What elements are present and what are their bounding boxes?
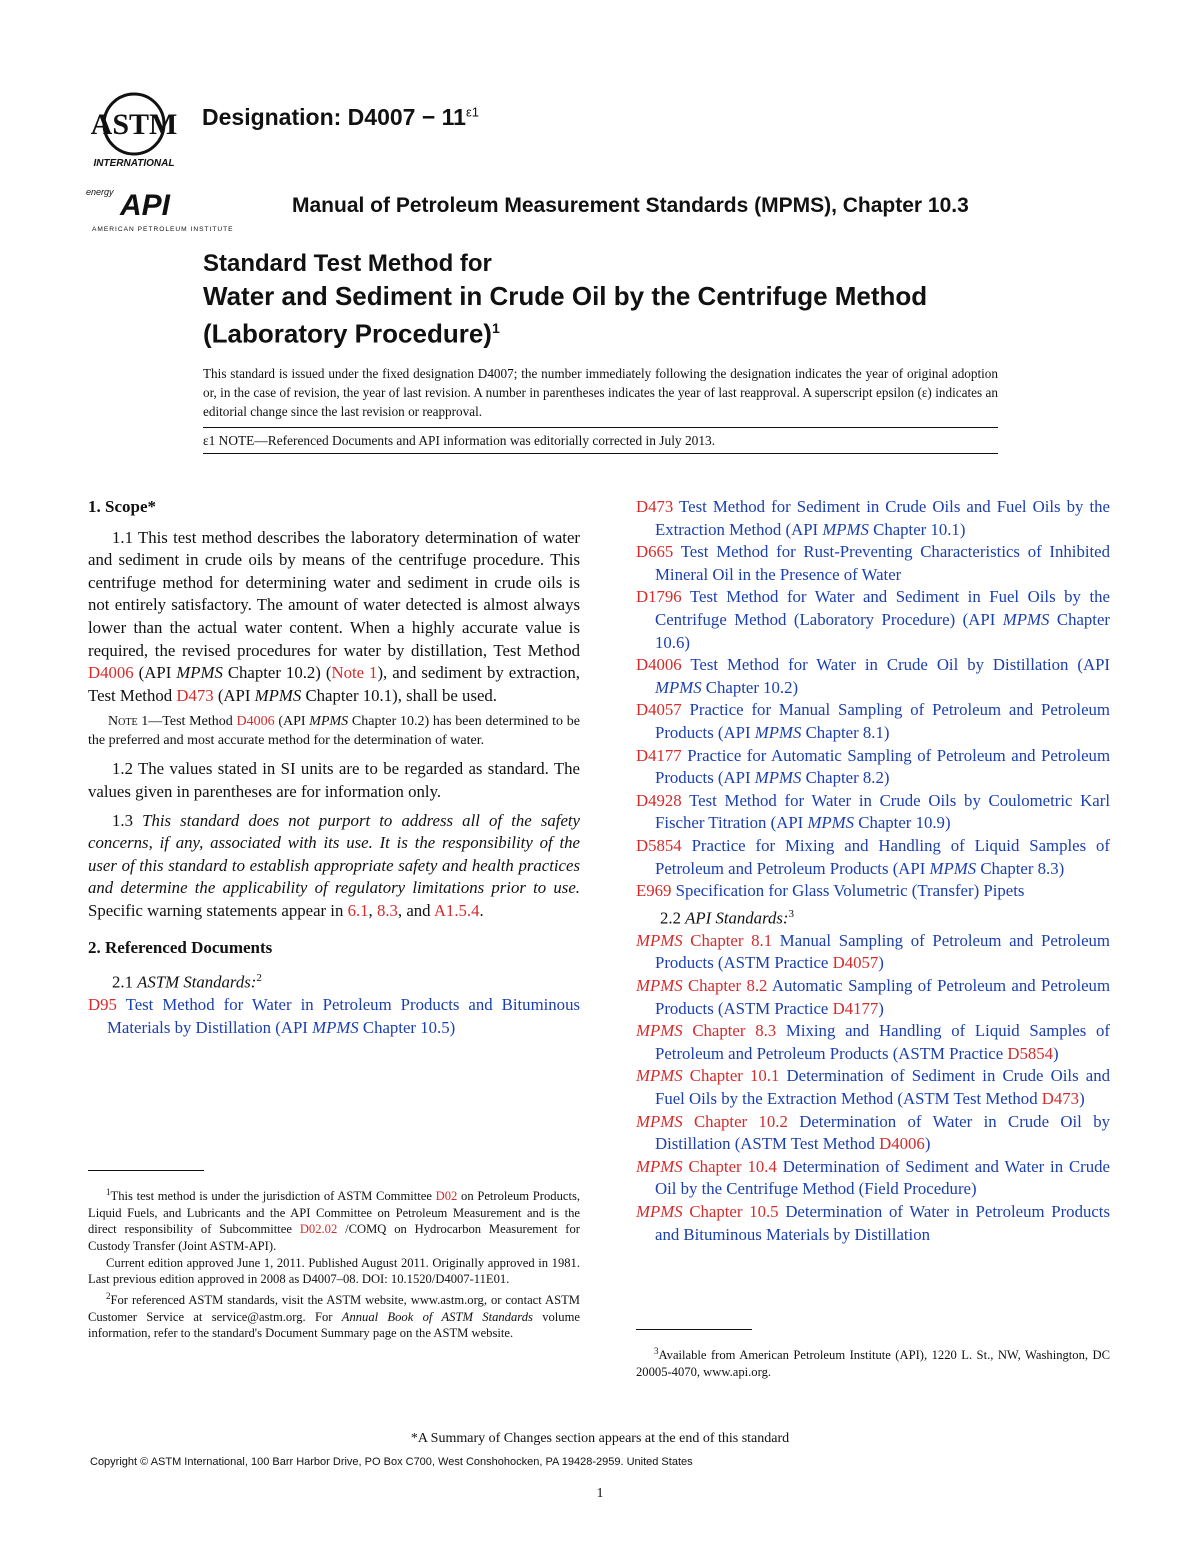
api-reference-mpms: MPMS bbox=[636, 976, 683, 996]
api-reference-title: Mixing and Handling of Liquid Samples of Petroleum and Petroleum Products (ASTM Practice bbox=[655, 1021, 1110, 1063]
note-1: Note 1—Test Method D4006 (API MPMS Chapter 10.2) has been determined to be the preferred and most accurate method for the determination of water. bbox=[88, 714, 580, 748]
reference-code-link[interactable]: D4006 bbox=[636, 655, 682, 675]
link-8-3[interactable]: 8.3 bbox=[376, 900, 398, 920]
api-reference-mpms: MPMS bbox=[636, 1202, 683, 1221]
reference-item bbox=[636, 835, 1110, 880]
reference-title: Test Method for Water in Crude Oils by Coulometric Karl Fischer Titration (API bbox=[655, 790, 1110, 833]
reference-title: Practice for Mixing and Handling of Liquid Samples of Petroleum and Petroleum Products (API bbox=[655, 835, 1110, 878]
reference-title: Specification for Glass Volumetric (Transfer) Pipets bbox=[671, 881, 1025, 901]
api-reference-close: ) bbox=[1053, 1043, 1059, 1063]
reference-mpms: MPMS bbox=[754, 722, 802, 742]
footnote-divider bbox=[88, 1170, 204, 1171]
api-reference-chapter: Chapter 10.1 bbox=[682, 1066, 780, 1086]
api-reference-mpms: MPMS bbox=[636, 930, 683, 950]
reference-title: Test Method for Water in Crude Oil by Distillation (API bbox=[681, 655, 1110, 675]
paragraph-1-3: 1.3 This standard does not purport to address all of the safety concerns, if any, associated with its use. It is the responsibility of the user of this standard to establish appropriate safety and health practices and determine the applicability of regulatory limitations prior to use. Specific warning statements appear in 6.1, 8.3, and A1.5.4. bbox=[88, 810, 581, 920]
reference-chapter: Chapter 10.2) bbox=[701, 677, 799, 697]
astm-logo bbox=[90, 90, 188, 168]
link-d4006[interactable]: D4006 bbox=[236, 714, 275, 730]
link-d4006[interactable]: D4006 bbox=[88, 663, 134, 683]
api-reference-chapter: Chapter 10.5 bbox=[682, 1202, 779, 1221]
api-reference-close: ) bbox=[878, 998, 884, 1018]
reference-mpms: MPMS bbox=[754, 768, 802, 788]
reference-title: Test Method for Rust-Preventing Characteristics of Inhibited Mineral Oil in the Presence of Water bbox=[655, 542, 1110, 584]
left-column bbox=[88, 496, 580, 1039]
reference-item bbox=[636, 790, 1110, 835]
api-reference-chapter: Chapter 8.3 bbox=[682, 1021, 777, 1041]
svg-text:API: API bbox=[120, 189, 171, 222]
reference-title: Practice for Automatic Sampling of Petroleum and Petroleum Products (API bbox=[655, 745, 1110, 788]
astm-standards-label: 2.1 ASTM Standards:$^2$ bbox=[112, 972, 262, 992]
footnote-1: $^1$This test method is under the jurisdiction of ASTM Committee D02 on Petroleum Products, Liquid Fuels, and Lubricants and the API Committee on Petroleum Measurement and is the direct responsibility of Subcommittee D02.02 /COMQ on Hydrocarbon Measurement for Custody Transfer (Joint ASTM-API). bbox=[88, 1187, 581, 1253]
reference-code-link[interactable]: D665 bbox=[636, 542, 674, 562]
reference-mpms: MPMS bbox=[822, 519, 869, 539]
link-d473[interactable]: D473 bbox=[176, 685, 214, 705]
document-title bbox=[203, 248, 1033, 350]
reference-item bbox=[636, 699, 1110, 744]
section-heading-referenced-documents: 2. Referenced Documents bbox=[88, 937, 273, 957]
reference-code-link[interactable]: D1796 bbox=[636, 587, 682, 607]
reference-chapter: Chapter 10.9) bbox=[854, 813, 951, 833]
reference-title: Test Method for Sediment in Crude Oils and Fuel Oils by the Extraction Method (API bbox=[655, 497, 1110, 539]
api-reference-title: Determination of Water in Petroleum Products and Bituminous Materials by Distillation bbox=[655, 1202, 1110, 1244]
reference-item bbox=[636, 496, 1110, 541]
api-reference-title: Manual Sampling of Petroleum and Petroleum Products (ASTM Practice bbox=[655, 930, 1110, 973]
reference-item bbox=[636, 880, 1110, 903]
astm-cross-reference-link[interactable]: D4057 bbox=[832, 953, 879, 973]
astm-reference-list bbox=[636, 496, 1110, 903]
reference-code-link[interactable]: D4177 bbox=[636, 745, 682, 765]
editorial-note: ε1 NOTE—Referenced Documents and API information was editorially corrected in July 2013. bbox=[203, 433, 716, 448]
reference-title: Test Method for Water and Sediment in Fuel Oils by the Centrifuge Method (Laboratory Procedure) (API bbox=[655, 587, 1110, 629]
reference-code-link[interactable]: D4057 bbox=[636, 700, 682, 720]
summary-of-changes-note: *A Summary of Changes section appears at the end of this standard bbox=[410, 1431, 790, 1446]
link-note-1[interactable]: Note 1 bbox=[331, 663, 378, 683]
reference-code-link[interactable]: D5854 bbox=[636, 835, 682, 855]
right-column bbox=[636, 496, 1110, 1246]
api-reference-title: Determination of Sediment and Water in Crude Oil by the Centrifuge Method (Field Procedure) bbox=[655, 1156, 1110, 1199]
astm-cross-reference-link[interactable]: D4006 bbox=[879, 1134, 925, 1154]
api-reference-chapter: Chapter 8.2 bbox=[682, 976, 768, 996]
title-line-3: (Laboratory Procedure)$^1$ bbox=[203, 318, 500, 349]
api-reference-item bbox=[636, 1065, 1110, 1110]
svg-text:AMERICAN PETROLEUM INSTITUTE: AMERICAN PETROLEUM INSTITUTE bbox=[92, 226, 234, 233]
title-line-1: Standard Test Method for bbox=[203, 250, 492, 277]
link-d02[interactable]: D02 bbox=[435, 1189, 458, 1204]
footnotes-left bbox=[88, 1184, 580, 1342]
paragraph-1-2: 1.2 The values stated in SI units are to be regarded as standard. The values given in parentheses are for information only. bbox=[88, 759, 580, 801]
api-reference-mpms: MPMS bbox=[636, 1156, 683, 1176]
api-reference-mpms: MPMS bbox=[636, 1066, 683, 1086]
link-d02-02[interactable]: D02.02 bbox=[299, 1222, 338, 1237]
link-6-1[interactable]: 6.1 bbox=[347, 900, 369, 920]
reference-title: Practice for Manual Sampling of Petroleum and Petroleum Products (API bbox=[655, 700, 1110, 742]
api-reference-list bbox=[636, 930, 1110, 1246]
divider bbox=[203, 427, 998, 428]
reference-chapter: Chapter 10.1) bbox=[868, 519, 966, 539]
svg-text:INTERNATIONAL: INTERNATIONAL bbox=[93, 158, 175, 169]
reference-chapter: Chapter 10.6) bbox=[655, 609, 1110, 652]
footnote-right bbox=[636, 1343, 1110, 1380]
divider bbox=[203, 453, 998, 454]
reference-chapter: Chapter 8.2) bbox=[801, 768, 890, 788]
footnote-3: $^3$Available from American Petroleum Institute (API), 1220 L. St., NW, Washington, DC 20005-4070, www.api.org. bbox=[636, 1346, 1110, 1379]
reference-item bbox=[636, 745, 1110, 790]
footnote-1-edition: Current edition approved June 1, 2011. Published August 2011. Originally approved in 1981. Last previous edition approved in 2008 as D4007–08. DOI: 10.1520/D4007-11E01. bbox=[88, 1255, 580, 1287]
api-reference-title: Determination of Water in Crude Oil by Distillation (ASTM Test Method bbox=[655, 1111, 1110, 1154]
footnote-divider bbox=[636, 1329, 752, 1330]
reference-mpms: MPMS bbox=[929, 858, 977, 878]
api-reference-item bbox=[636, 930, 1110, 975]
reference-item bbox=[636, 586, 1110, 654]
mpms-chapter-line: Manual of Petroleum Measurement Standards (MPMS), Chapter 10.3 bbox=[292, 194, 969, 217]
svg-text:energy: energy bbox=[86, 187, 114, 197]
reference-chapter: Chapter 8.3) bbox=[976, 858, 1065, 878]
reference-code-link[interactable]: D4928 bbox=[636, 790, 682, 810]
api-logo bbox=[86, 183, 234, 235]
astm-cross-reference-link[interactable]: D5854 bbox=[1007, 1043, 1054, 1063]
api-reference-mpms: MPMS bbox=[636, 1021, 683, 1041]
api-reference-item bbox=[636, 975, 1110, 1020]
reference-mpms: MPMS bbox=[1002, 609, 1050, 629]
reference-code-link[interactable]: E969 bbox=[636, 881, 672, 901]
api-reference-title: Determination of Sediment in Crude Oils and Fuel Oils by the Extraction Method (ASTM Test Method bbox=[655, 1066, 1110, 1109]
api-reference-chapter: Chapter 10.2 bbox=[682, 1111, 788, 1131]
api-reference-close: ) bbox=[924, 1134, 931, 1154]
api-reference-chapter: Chapter 8.1 bbox=[682, 930, 773, 950]
api-reference-item bbox=[636, 1020, 1110, 1065]
footnote-2: $^2$For referenced ASTM standards, visit the ASTM website, www.astm.org, or contact ASTM Customer Service at service@astm.org. For Annual Book of ASTM Standards volume information, refer to the standard's Document Summary page on the ASTM website. bbox=[88, 1290, 580, 1341]
section-heading-scope: 1. Scope* bbox=[88, 497, 156, 516]
reference-code-link[interactable]: D473 bbox=[636, 497, 674, 516]
api-reference-close: ) bbox=[878, 953, 884, 973]
page-number: 1 bbox=[596, 1486, 604, 1501]
reference-mpms: MPMS bbox=[807, 813, 855, 833]
link-a1-5-4[interactable]: A1.5.4 bbox=[433, 900, 480, 920]
reference-mpms: MPMS bbox=[655, 677, 702, 697]
issue-note: This standard is issued under the fixed designation D4007; the number immediately following the designation indicates the year of original adoption or, in the case of revision, the year of last revision. A number in parentheses indicates the year of last reapproval. A superscript epsilon (ε) indicates an editorial change since the last revision or reapproval. bbox=[203, 366, 998, 419]
reference-d95: D95 Test Method for Water in Petroleum Products and Bituminous Materials by Distillation (API MPMS Chapter 10.5) bbox=[88, 995, 580, 1037]
api-reference-title: Automatic Sampling of Petroleum and Petroleum Products (ASTM Practice bbox=[655, 976, 1110, 1018]
api-standards-label: 2.2 API Standards:$^3$ bbox=[660, 907, 794, 928]
title-line-2: Water and Sediment in Crude Oil by the Centrifuge Method bbox=[203, 281, 928, 311]
astm-cross-reference-link[interactable]: D473 bbox=[1041, 1089, 1080, 1109]
svg-text:ASTM: ASTM bbox=[90, 108, 178, 141]
reference-item bbox=[636, 654, 1110, 699]
copyright: Copyright © ASTM International, 100 Barr Harbor Drive, PO Box C700, West Conshohocken, PA 19428-2959. United States bbox=[90, 1456, 693, 1468]
reference-chapter: Chapter 8.1) bbox=[801, 722, 890, 742]
astm-cross-reference-link[interactable]: D4177 bbox=[832, 998, 879, 1018]
api-reference-item bbox=[636, 1111, 1110, 1156]
api-reference-item bbox=[636, 1156, 1110, 1201]
designation: Designation: $D4007 - 11^{\varepsilon 1}$ bbox=[202, 104, 480, 130]
reference-item bbox=[636, 541, 1110, 586]
api-reference-chapter: Chapter 10.4 bbox=[682, 1156, 777, 1176]
api-reference-mpms: MPMS bbox=[636, 1111, 683, 1131]
link-d95[interactable]: D95 bbox=[88, 995, 117, 1015]
api-reference-item bbox=[636, 1201, 1110, 1246]
paragraph-1-1: 1.1 This test method describes the laboratory determination of water and sediment in crude oils by means of the centrifuge procedure. This centrifuge method for determining water and sediment in crude oils is not entirely satisfactory. The amount of water detected is almost always lower than the actual water content. When a highly accurate value is required, the revised procedures for water by distillation, Test Method D4006 (API MPMS Chapter 10.2) (Note 1), and sediment by extraction, Test Method D473 (API MPMS Chapter 10.1), shall be used. bbox=[88, 527, 580, 705]
api-reference-close: ) bbox=[1079, 1089, 1085, 1109]
